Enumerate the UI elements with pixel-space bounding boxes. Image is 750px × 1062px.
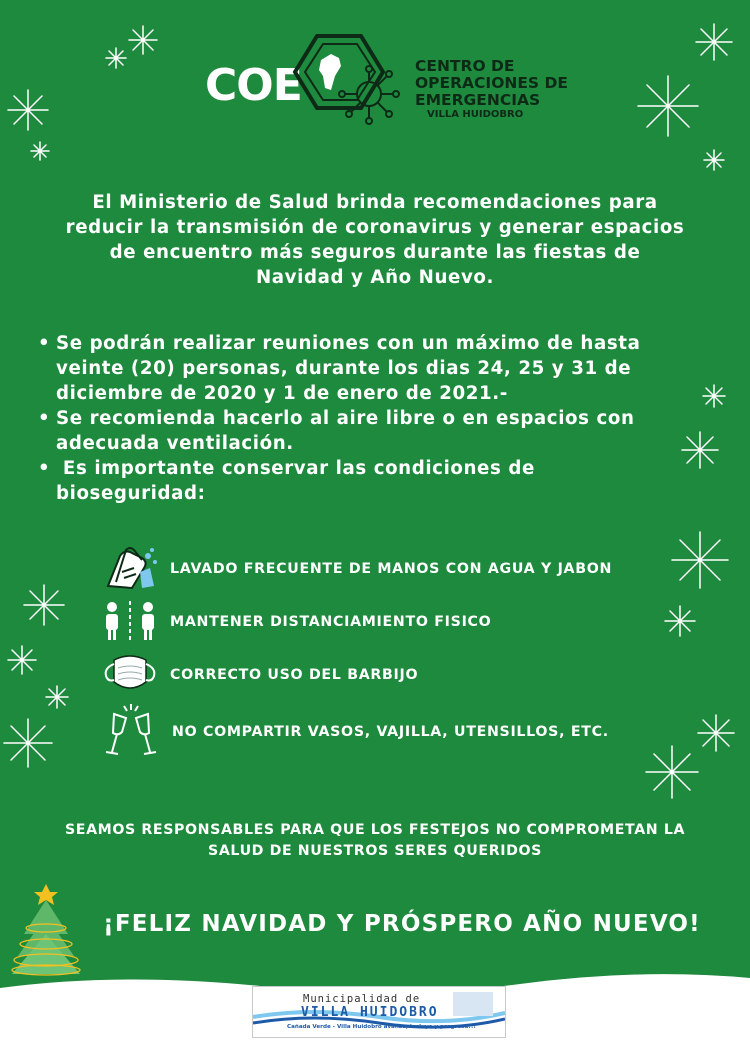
toasting-glasses-icon	[100, 702, 164, 762]
org-line-3: EMERGENCIAS	[415, 91, 541, 109]
list-item-line: adecuada ventilación.	[56, 433, 294, 454]
list-item	[38, 456, 718, 506]
recommendation-handwashing	[100, 542, 660, 596]
municipality-logo	[252, 986, 506, 1038]
list-item-line: • Se recomienda hacerlo al aire libre o en espacios con	[56, 408, 635, 429]
recommendation-label: MANTENER DISTANCIAMIENTO FISICO	[170, 614, 492, 630]
closing-statement	[20, 820, 730, 862]
holiday-greeting: ¡FELIZ NAVIDAD Y PRÓSPERO AÑO NUEVO!	[103, 911, 701, 937]
list-item-line: diciembre de 2020 y 1 de enero de 2021.-	[56, 383, 508, 404]
intro-paragraph	[30, 190, 720, 290]
snowflake-icon	[704, 150, 724, 170]
snowflake-icon	[106, 48, 126, 68]
municipality-slogan: Cañada Verde - Villa Huidobro avanza, incluye y progresa!!!	[287, 1024, 476, 1030]
list-item	[38, 406, 718, 456]
list-item-line: veinte (20) personas, durante los dias 24, 25 y 31 de	[56, 358, 632, 379]
snowflake-icon	[8, 646, 36, 674]
list-item-line: • Es importante conservar las condiciones de	[56, 458, 535, 479]
recommendation-label: CORRECTO USO DEL BARBIJO	[170, 667, 419, 683]
org-line-1: CENTRO DE	[415, 57, 515, 75]
social-distance-icon	[100, 595, 160, 649]
municipality-line-2: VILLA HUIDOBRO	[301, 1005, 439, 1020]
recommendation-label: LAVADO FRECUENTE DE MANOS CON AGUA Y JABON	[170, 561, 613, 577]
recommendation-glasses	[100, 702, 660, 762]
coe-logo	[205, 32, 585, 142]
recommendation-mask	[100, 648, 660, 702]
coe-hexagon-virus-icon	[283, 32, 413, 140]
snowflake-icon	[46, 686, 68, 708]
intro-line: de encuentro más seguros durante las fiestas de	[109, 242, 641, 263]
handwashing-icon	[100, 542, 160, 596]
list-item-line: bioseguridad:	[56, 483, 206, 504]
intro-line: reducir la transmisión de coronavirus y generar espacios	[65, 217, 685, 238]
closing-line: SALUD DE NUESTROS SERES QUERIDOS	[208, 843, 542, 859]
christmas-tree-icon	[6, 878, 90, 984]
list-item-line: • Se podrán realizar reuniones con un máximo de hasta	[56, 333, 641, 354]
snowflake-icon	[31, 142, 49, 160]
face-mask-icon	[100, 648, 160, 702]
snowflake-icon	[24, 585, 64, 625]
snowflake-icon	[8, 90, 48, 130]
guidelines-list	[38, 331, 718, 506]
coe-logo-text: COE	[205, 60, 302, 111]
recommendation-distance	[100, 595, 660, 649]
org-place: VILLA HUIDOBRO	[427, 109, 524, 120]
intro-line: Navidad y Año Nuevo.	[255, 267, 495, 288]
municipality-line-1: Municipalidad de	[303, 993, 421, 1005]
snowflake-icon	[696, 24, 732, 60]
recommendation-label: NO COMPARTIR VASOS, VAJILLA, UTENSILLOS, ETC.	[172, 724, 609, 740]
snowflake-icon	[665, 606, 695, 636]
org-line-2: OPERACIONES DE	[415, 74, 568, 92]
snowflake-icon	[698, 715, 734, 751]
snowflake-icon	[129, 26, 157, 54]
closing-line: SEAMOS RESPONSABLES PARA QUE LOS FESTEJOS NO COMPROMETAN LA	[64, 822, 686, 838]
snowflake-icon	[638, 76, 698, 136]
snowflake-icon	[672, 532, 728, 588]
municipality-badge	[453, 992, 493, 1016]
list-item	[38, 331, 718, 406]
intro-line: El Ministerio de Salud brinda recomendaciones para	[92, 192, 658, 213]
snowflake-icon	[4, 719, 52, 767]
coe-org-name	[415, 58, 568, 121]
